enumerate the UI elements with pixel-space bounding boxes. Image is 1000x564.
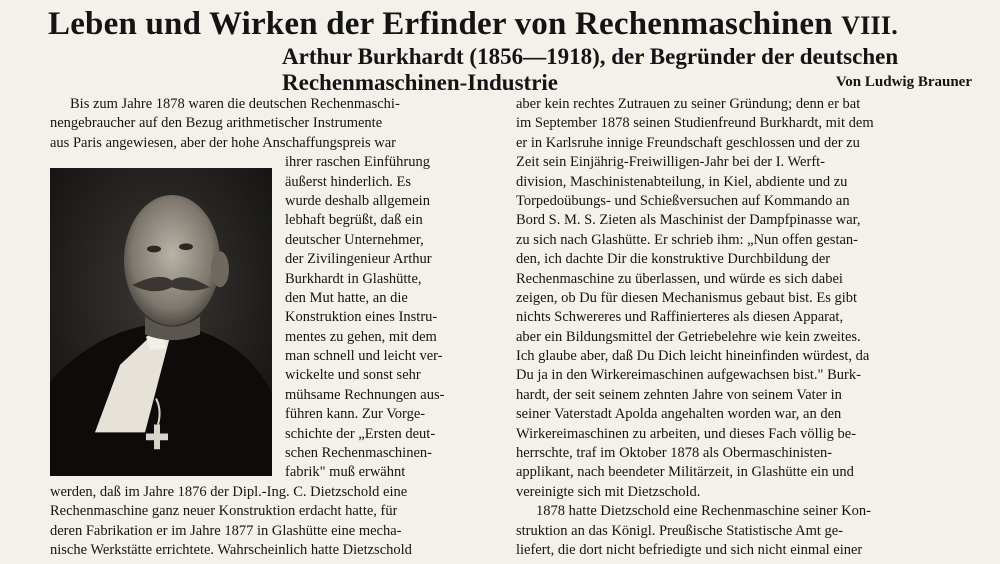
text-line: aus Paris angewiesen, aber der hohe Anschaffungspreis war [50, 134, 397, 151]
text-line: werden, daß im Jahre 1876 der Dipl.-Ing. C. Dietzschold eine [50, 483, 408, 500]
text-line: ihrer raschen Einführung [285, 154, 430, 171]
text-line: 1878 hatte Dietzschold eine Rechenmaschine seiner Kon- [536, 503, 871, 520]
text-line: nengebraucher auf den Bezug arithmetischer Instrumente [50, 115, 383, 132]
portrait-photo [50, 168, 272, 476]
subtitle-line-2: Rechenmaschinen-Industrie [282, 70, 559, 95]
text-line: liefert, die dort nicht befriedigte und sich nicht einmal einer [516, 542, 863, 558]
text-line: der Zivilingenieur Arthur [285, 251, 432, 268]
text-line: nische Werkstätte errichtete. Wahrscheinlich hatte Dietzschold [50, 542, 412, 558]
text-line: applikant, nach beendeter Militärzeit, in Glashütte ein und [516, 464, 854, 481]
text-line: seiner Vaterstadt Apolda angehalten worden war, an den [516, 406, 842, 423]
text-line: man schnell und leicht ver- [285, 348, 443, 365]
portrait-illustration [50, 168, 272, 476]
text-line: herrschte, traf im Oktober 1878 als Obermaschinisten- [516, 445, 833, 462]
text-line: den Mut hatte, an die [285, 289, 408, 306]
title-volume: VIII. [841, 11, 898, 40]
text-line: Bord S. M. S. Zieten als Maschinist der Dampfpinasse war, [516, 212, 861, 229]
text-line: Rechenmaschine zu überlassen, und würde es sich dabei [516, 270, 843, 287]
text-line: Torpedoübungs- und Schießversuchen auf Kommando an [516, 192, 850, 209]
text-line: deren Fabrikation er im Jahre 1877 in Glashütte eine mecha- [50, 522, 402, 539]
text-line: führen kann. Zur Vorge- [285, 406, 426, 423]
text-line: deutscher Unternehmer, [285, 231, 424, 248]
text-line: fabrik" muß erwähnt [285, 464, 406, 481]
title-text: Leben und Wirken der Erfinder von Rechenmaschinen [48, 6, 833, 42]
text-line: nichts Schwereres und Raffinierteres als diesen Apparat, [516, 309, 844, 326]
text-line: den, ich dachte Dir die konstruktive Durchbildung der [516, 251, 831, 268]
text-line: er in Karlsruhe innige Freundschaft geschlossen und der zu [516, 134, 860, 151]
text-line: zeigen, ob Du für diesen Mechanismus gebaut bist. Es gibt [516, 289, 858, 306]
text-line: äußerst hinderlich. Es [285, 173, 412, 190]
text-line: hardt, der seit seinem zehnten Jahre von seinem Vater in [516, 386, 842, 403]
text-line: Burkhardt in Glashütte, [285, 270, 422, 287]
text-line: im September 1878 seinen Studienfreund Burkhardt, mit dem [516, 115, 874, 132]
text-line: Rechenmaschine ganz neuer Konstruktion erdacht hatte, für [50, 503, 398, 520]
text-line: mentes zu gehen, mit dem [285, 328, 437, 345]
text-line: Konstruktion eines Instru- [285, 309, 438, 326]
text-line: Zeit sein Einjährig-Freiwilligen-Jahr bei der I. Werft- [516, 154, 826, 171]
text-line: wurde deshalb allgemein [285, 192, 430, 209]
text-line: Ich glaube aber, daß Du Dich leicht hineinfinden würdest, da [516, 348, 870, 365]
text-line: vereinigte sich mit Dietzschold. [516, 483, 701, 500]
text-line: aber ein Bildungsmittel der Getriebelehre wie kein zweites. [516, 328, 861, 345]
text-line: Bis zum Jahre 1878 waren die deutschen Rechenmaschi- [70, 96, 400, 112]
text-line: mühsame Rechnungen aus- [285, 386, 445, 403]
author-byline: Von Ludwig Brauner [835, 74, 972, 90]
text-line: zu sich nach Glashütte. Er schrieb ihm: „Nun offen gestan- [516, 231, 858, 248]
text-line: aber kein rechtes Zutrauen zu seiner Gründung; denn er bat [516, 96, 861, 112]
text-line: division, Maschinistenabteilung, in Kiel, abdiente und zu [516, 173, 848, 190]
text-line: schen Rechenmaschinen- [285, 445, 432, 462]
text-line: schichte der „Ersten deut- [285, 425, 436, 442]
subtitle-line-1: Arthur Burkhardt (1856—1918), der Begründer der deutschen [282, 44, 899, 69]
text-line: Du ja in den Wirkereimaschinen aufgewachsen bist." Burk- [516, 367, 861, 384]
text-line: Wirkereimaschinen zu arbeiten, und dieses Fach völlig be- [516, 425, 857, 442]
text-line: struktion an das Königl. Preußische Statistische Amt ge- [516, 522, 844, 539]
text-line: wickelte und sonst sehr [285, 367, 421, 384]
article-title [48, 6, 988, 43]
text-line: lebhaft begrüßt, daß ein [285, 212, 423, 229]
